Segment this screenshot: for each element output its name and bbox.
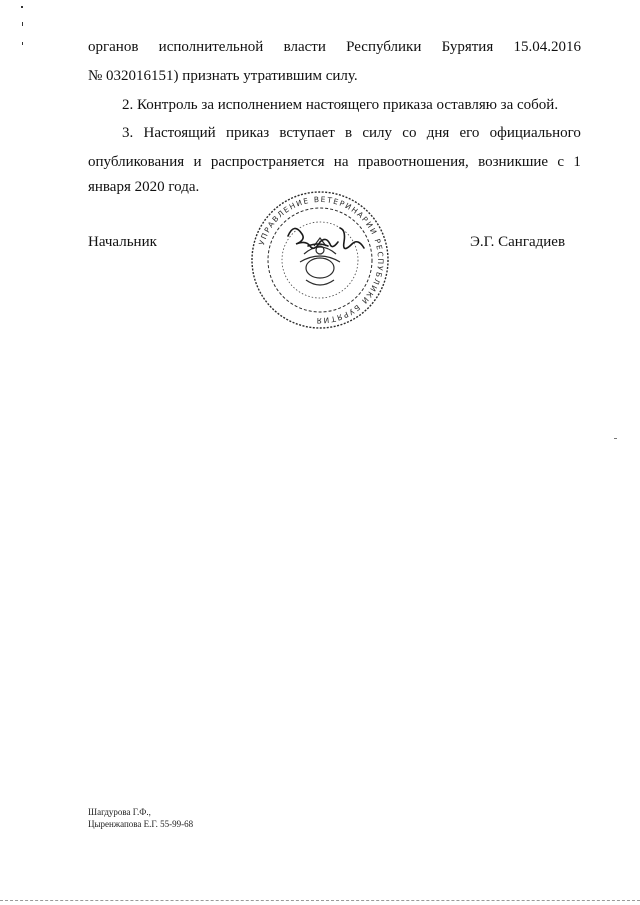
executor-line-1: Шагдурова Г.Ф., bbox=[88, 807, 151, 817]
paragraph-2: 2. Контроль за исполнением настоящего приказа оставляю за собой. bbox=[122, 97, 559, 113]
stamp-outer-ring bbox=[252, 192, 388, 328]
word: органов bbox=[88, 39, 139, 55]
word: Республики bbox=[346, 39, 422, 55]
scan-edge-rule bbox=[0, 900, 640, 902]
official-stamp bbox=[248, 188, 392, 332]
signature-name: Э.Г. Сангадиев bbox=[470, 234, 566, 250]
word: силу bbox=[362, 125, 393, 141]
scan-mark bbox=[21, 6, 23, 8]
signature-title: Начальник bbox=[88, 234, 157, 250]
word: 3. bbox=[122, 125, 134, 141]
word: власти bbox=[283, 39, 326, 55]
stamp-ring-text: УПРАВЛЕНИЕ ВЕТЕРИНАРИИ РЕСПУБЛИКИ БУРЯТИЯ bbox=[257, 194, 386, 326]
text-line-2: № 032016151) признать утратившим силу. bbox=[88, 68, 358, 84]
word: исполнительной bbox=[158, 39, 264, 55]
scan-mark bbox=[614, 438, 617, 439]
word: возникшие bbox=[478, 154, 549, 170]
word: официального bbox=[489, 125, 581, 141]
word: опубликования bbox=[88, 154, 185, 170]
executor-line-2: Цыренжапова Е.Г. 55-99-68 bbox=[88, 819, 194, 829]
coat-of-arms-icon bbox=[300, 238, 340, 285]
word: Бурятия bbox=[441, 39, 494, 55]
text-line-1 bbox=[88, 38, 581, 56]
stamp-middle-ring bbox=[268, 208, 372, 312]
word: 1 bbox=[573, 154, 581, 170]
stamp-inner-ring bbox=[282, 222, 358, 298]
word: со bbox=[402, 125, 417, 141]
word: 15.04.2016 bbox=[513, 39, 581, 55]
word: распространяется bbox=[210, 154, 325, 170]
word: правоотношения, bbox=[357, 154, 469, 170]
word: его bbox=[459, 125, 480, 141]
paragraph-3-line-1 bbox=[122, 124, 581, 142]
word: Настоящий bbox=[143, 125, 216, 141]
scan-mark bbox=[22, 22, 23, 26]
word: с bbox=[557, 154, 565, 170]
word: на bbox=[333, 154, 349, 170]
paragraph-3-line-3: января 2020 года. bbox=[88, 179, 200, 195]
handwritten-signature bbox=[288, 228, 364, 249]
paragraph-3-line-2 bbox=[88, 153, 581, 171]
scan-mark bbox=[22, 42, 23, 45]
word: вступает bbox=[279, 125, 335, 141]
word: приказ bbox=[225, 125, 270, 141]
word: в bbox=[345, 125, 353, 141]
word: и bbox=[193, 154, 202, 170]
word: дня bbox=[426, 125, 450, 141]
